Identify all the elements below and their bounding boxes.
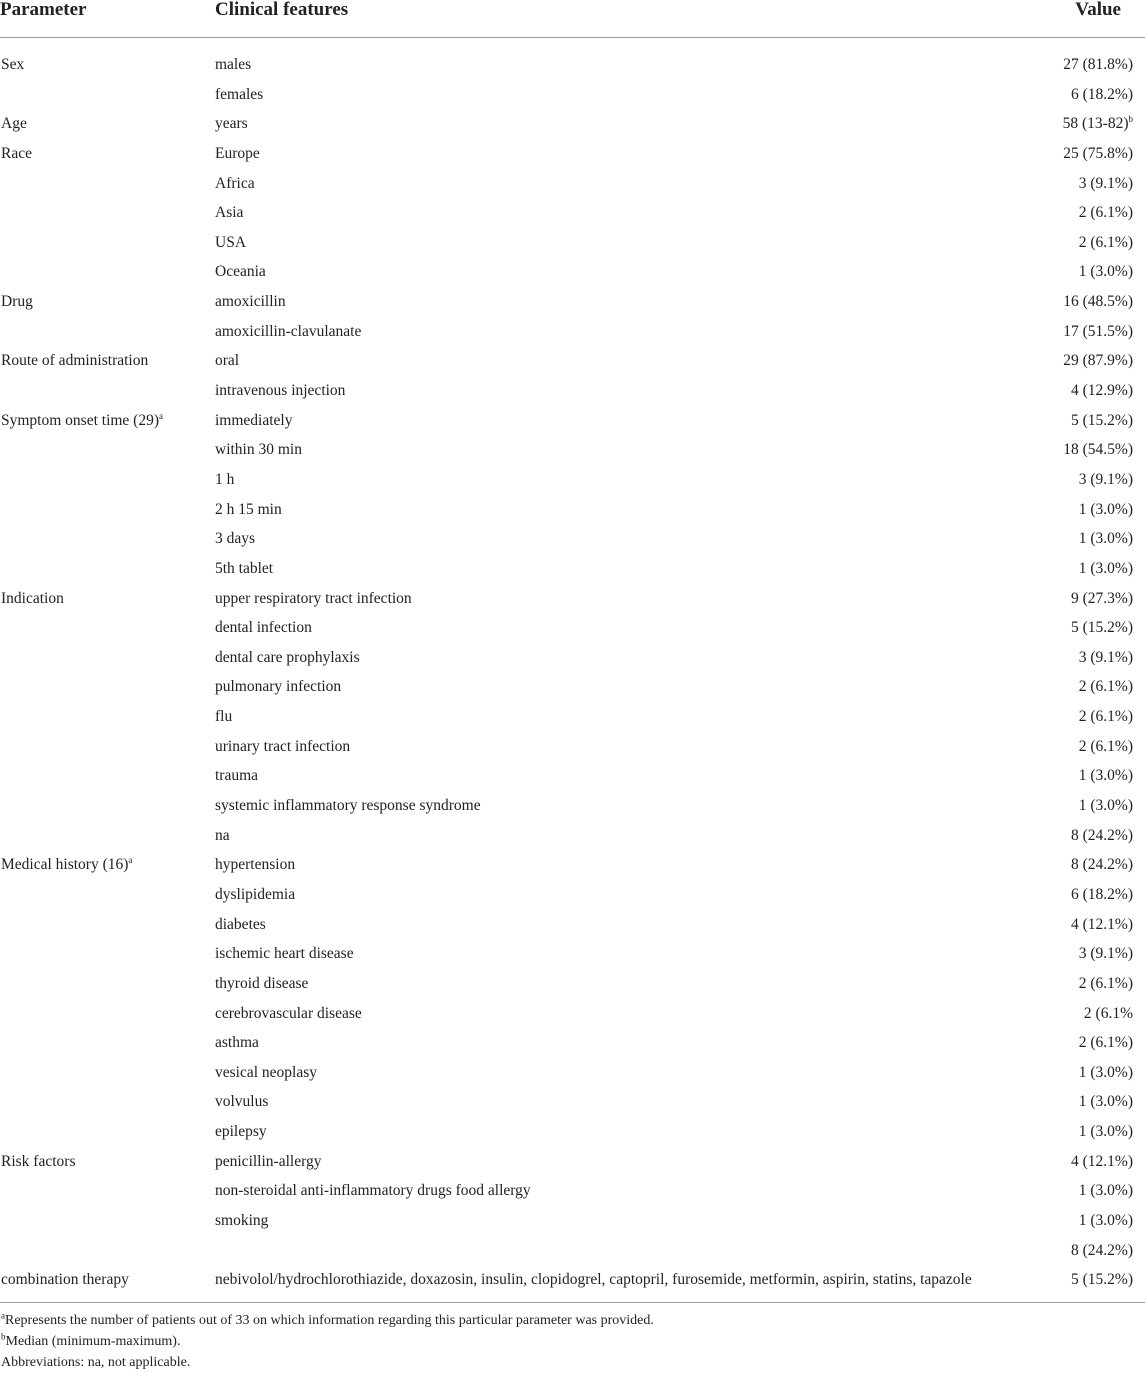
value-cell: 1 (3.0%) [1078,530,1133,548]
clinical-feature-cell: USA [215,233,247,251]
table-row [0,495,1145,525]
clinical-feature-cell: non-steroidal anti-inflammatory drugs food allergy [215,1182,531,1200]
value-cell: 2 (6.1%) [1078,204,1133,222]
value-cell: 8 (24.2%) [1071,1241,1133,1259]
value-cell: 1 (3.0%) [1078,1093,1133,1111]
parameter-cell: Sex [1,56,25,73]
clinical-feature-cell: penicillin-allergy [215,1152,322,1170]
clinical-feature-cell: years [215,115,248,133]
clinical-feature-cell: diabetes [215,915,266,933]
parameter-cell: combination therapy [1,1271,129,1289]
value-cell: 16 (48.5%) [1063,293,1133,311]
clinical-feature-cell: Europe [215,144,260,162]
clinical-feature-cell: nebivolol/hydrochlorothiazide, doxazosin, insulin, clopidogrel, captopril, furosemide, metformin, aspirin, statins, tapazole [215,1271,972,1289]
clinical-feature-cell: within 30 min [215,441,302,459]
value-cell: 1 (3.0%) [1078,559,1133,577]
footnotes [1,1310,1141,1373]
table-row [0,524,1145,554]
clinical-feature-cell: ischemic heart disease [215,945,354,963]
table-row [0,346,1145,376]
value-cell: 2 (6.1%) [1078,708,1133,726]
value-cell: 6 (18.2%) [1071,885,1133,903]
value-cell: 2 (6.1%) [1078,974,1133,992]
parameter-cell: Route of administration [1,352,149,370]
table-row [0,761,1145,791]
clinical-feature-cell: oral [215,352,240,370]
value-cell: 2 (6.1%) [1078,737,1133,755]
value-cell: 5 (15.2%) [1071,1271,1133,1289]
table-row [0,198,1145,228]
value-cell: 1 (3.0%) [1078,500,1133,518]
clinical-feature-cell: asthma [215,1034,259,1052]
value-cell: 2 (6.1%) [1078,1034,1133,1052]
table-row [0,791,1145,821]
value-cell: 4 (12.1%) [1071,915,1133,933]
table-row [0,257,1145,287]
footnote-marker: a [159,410,164,421]
parameter-cell: Risk factors [1,1152,76,1170]
value-cell: 3 (9.1%) [1078,945,1133,963]
table-row [0,672,1145,702]
value-cell: 6 (18.2%) [1071,85,1133,103]
header-clinical-features: Clinical features [215,0,349,20]
footnote-marker: b [1128,114,1133,125]
clinical-feature-cell: Asia [215,204,244,222]
clinical-feature-cell: immediately [215,411,293,429]
clinical-feature-cell: females [215,85,264,103]
clinical-feature-cell: 5th tablet [215,559,274,577]
clinical-feature-cell: na [215,826,230,844]
table-row [0,1265,1145,1295]
table-row [0,910,1145,940]
table-body [0,50,1145,1295]
parameter-cell: Age [1,115,27,133]
clinical-feature-cell: 3 days [215,530,256,548]
value-cell: 4 (12.9%) [1071,382,1133,400]
parameter-cell: Medical history $(16)^a$ [1,855,133,874]
table-row [0,939,1145,969]
value-cell: 8 (24.2%) [1071,856,1133,874]
table-row [0,80,1145,110]
table-row [0,880,1145,910]
table-row [0,969,1145,999]
clinical-feature-cell: smoking [215,1211,269,1229]
clinical-feature-cell: urinary tract infection [215,737,351,755]
table-row [0,435,1145,465]
value-cell: 58 $(13-82)^b$ [1062,114,1133,133]
clinical-feature-cell: epilepsy [215,1123,267,1141]
value-cell: 5 (15.2%) [1071,411,1133,429]
value-cell: 8 (24.2%) [1071,826,1133,844]
value-cell: 2 (6.1%) [1078,678,1133,696]
table-row [0,643,1145,673]
clinical-feature-cell: cerebrovascular disease [215,1004,362,1022]
value-cell: 17 (51.5%) [1063,322,1133,340]
value-cell: 2 (6.1% [1083,1004,1133,1022]
clinical-feature-cell: Oceania [215,263,266,281]
table-row [0,1087,1145,1117]
table-header [0,0,1145,38]
table-row [0,1236,1145,1266]
value-cell: 18 (54.5%) [1063,441,1133,459]
value-cell: 2 (6.1%) [1078,233,1133,251]
value-cell: 27 (81.8%) [1063,56,1133,73]
table-row [0,732,1145,762]
table-row [0,702,1145,732]
value-cell: 4 (12.1%) [1071,1152,1133,1170]
table-row [0,1028,1145,1058]
header-value: Value [1075,0,1121,20]
value-cell: 25 (75.8%) [1063,144,1133,162]
header-parameter: Parameter [0,0,87,20]
table-row [0,287,1145,317]
table-row [0,1058,1145,1088]
table-row [0,406,1145,436]
value-cell: 5 (15.2%) [1071,619,1133,637]
table-row [0,50,1145,80]
clinical-feature-cell: amoxicillin [215,293,286,311]
clinical-feature-cell: upper respiratory tract infection [215,589,412,607]
value-cell: 3 (9.1%) [1078,174,1133,192]
table-row [0,1147,1145,1177]
table-row [0,1176,1145,1206]
table-row [0,613,1145,643]
value-cell: 29 (87.9%) [1063,352,1133,370]
table-bottom-rule [0,1302,1145,1303]
value-cell: 1 (3.0%) [1078,263,1133,281]
footnote: Abbreviations: na, not applicable. [1,1355,191,1370]
table-row [0,228,1145,258]
table-row [0,999,1145,1029]
table-row [0,139,1145,169]
clinical-feature-cell: amoxicillin-clavulanate [215,322,362,340]
parameter-cell: Symptom onset time $(29)^a$ [1,410,164,429]
footnote-marker: a [128,855,133,866]
table-row [0,109,1145,139]
clinical-feature-cell: volvulus [215,1093,269,1111]
clinical-feature-cell: vesical neoplasy [215,1063,318,1081]
clinical-feature-cell: hypertension [215,856,296,874]
value-cell: 1 (3.0%) [1078,767,1133,785]
table-row [0,554,1145,584]
value-cell: 1 (3.0%) [1078,797,1133,815]
table-row [0,317,1145,347]
value-cell: 3 (9.1%) [1078,470,1133,488]
footnote: $^a$Represents the number of patients out of 33 on which information regarding this particular parameter was provided. [1,1310,654,1328]
clinical-feature-cell: pulmonary infection [215,678,342,696]
clinical-feature-cell: males [215,56,252,73]
parameter-cell: Indication [1,589,64,607]
parameter-cell: Race [1,144,32,162]
table-row [0,376,1145,406]
clinical-feature-cell: dental infection [215,619,312,637]
footnote: $^b$Median (minimum-maximum). [1,1331,181,1349]
table-row [0,169,1145,199]
table-row [0,1206,1145,1236]
value-cell: 1 (3.0%) [1078,1123,1133,1141]
table-row [0,584,1145,614]
clinical-feature-cell: trauma [215,767,259,785]
value-cell: 1 (3.0%) [1078,1211,1133,1229]
table-row [0,1117,1145,1147]
clinical-feature-cell: 2 h 15 min [215,500,282,518]
clinical-feature-cell: dental care prophylaxis [215,648,360,666]
clinical-feature-cell: Africa [215,174,255,192]
clinical-feature-cell: thyroid disease [215,974,309,992]
table-row [0,465,1145,495]
clinical-feature-cell: 1 h [215,470,235,488]
clinical-feature-cell: intravenous injection [215,382,346,400]
value-cell: 1 (3.0%) [1078,1063,1133,1081]
value-cell: 1 (3.0%) [1078,1182,1133,1200]
parameter-cell: Drug [1,293,33,311]
value-cell: 9 (27.3%) [1071,589,1133,607]
value-cell: 3 (9.1%) [1078,648,1133,666]
table-row [0,821,1145,851]
clinical-feature-cell: dyslipidemia [215,885,296,903]
clinical-feature-cell: systemic inflammatory response syndrome [215,797,481,815]
clinical-feature-cell: flu [215,708,233,726]
table-row [0,850,1145,880]
